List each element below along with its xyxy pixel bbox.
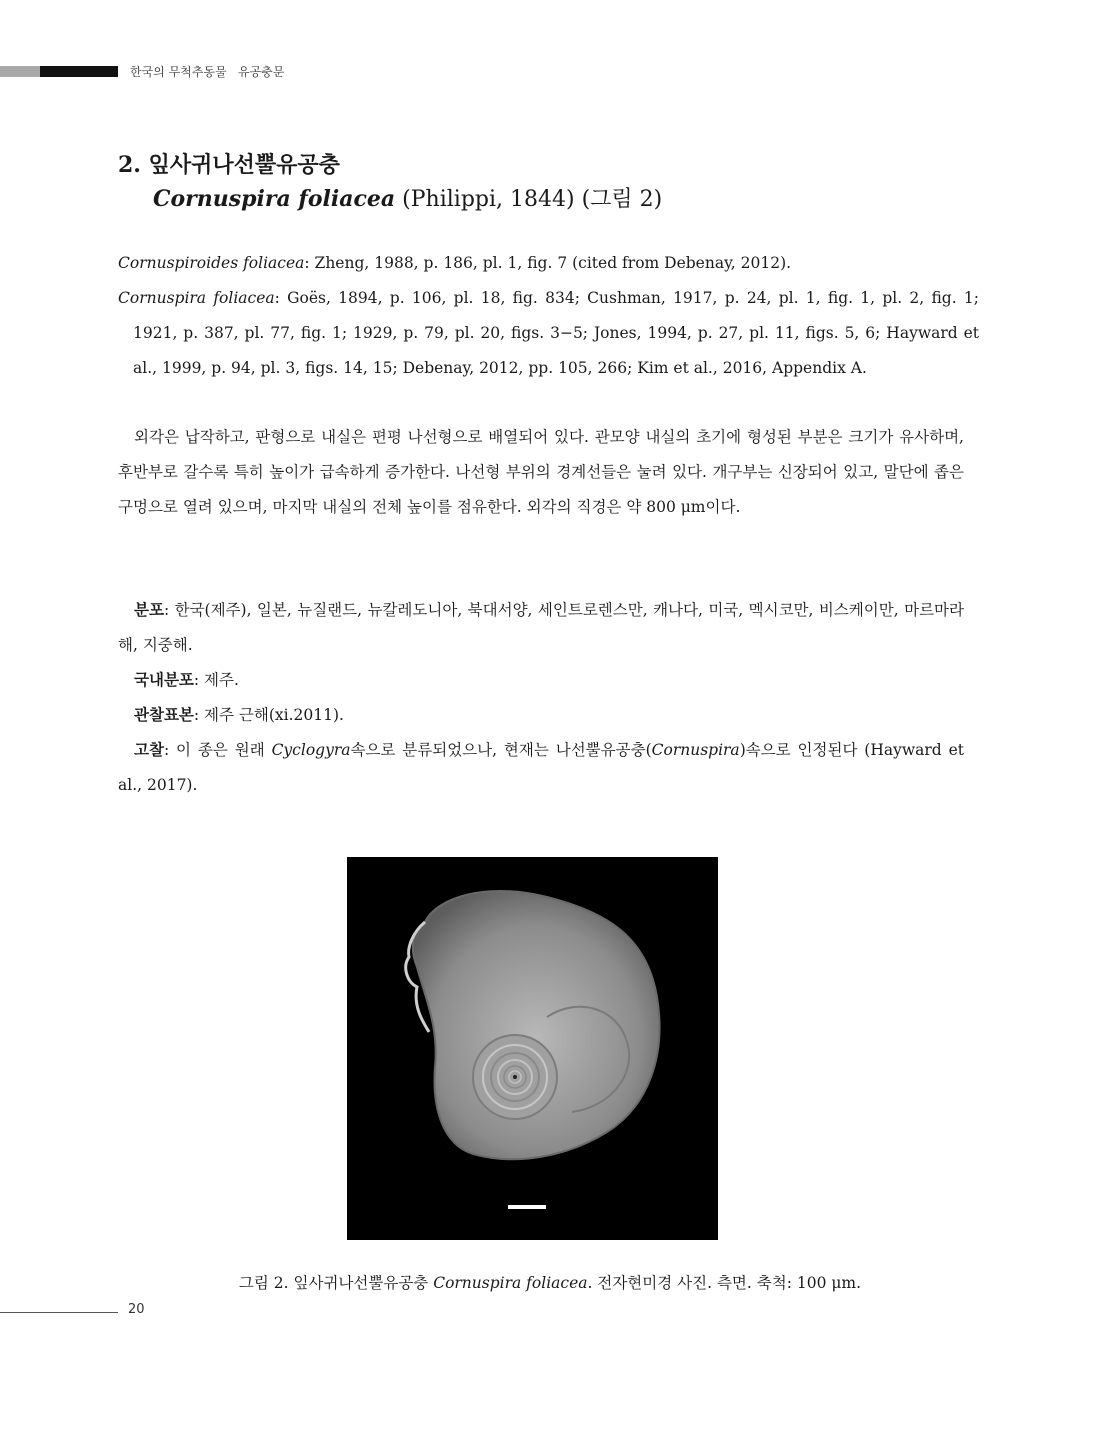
distribution-paragraph <box>118 592 964 663</box>
running-title: 한국의 무척추동물 유공충문 <box>130 65 285 79</box>
observed-specimen <box>134 697 344 733</box>
description-paragraph: 외각은 납작하고, 판형으로 내실은 편평 나선형으로 배열되어 있다. 관모양 내실의 초기에 형성된 부분은 크기가 유사하며, 후반부로 갈수록 특히 높이가 급속하게 증가한다. 나선형 부위의 경계선들은 눌려 있다. 개구부는 신장되어 있고, 말단에 좁은 구멍으로 열려 있으며, 마지막 내실의 전체 높이를 점유한다. 외각의 직경은 약 800 μm이다. <box>118 428 964 516</box>
synonym-refs: : Goës, 1894, p. 106, pl. 18, fig. 834; Cushman, 1917, p. 24, pl. 1, fig. 1, pl. 2, fig. 1; 1921, p. 387, pl. 77, fig. 1; 1929, p. 79, pl. 20, figs. 3−5; Jones, 1994, p. 27, pl. 11, figs. 5, 6; Hayward et al., 1999, p. 94, pl. 3, figs. 14, 15; Debenay, 2012, pp. 105, 266; Kim et al., 2016, Appendix A. <box>133 289 980 377</box>
domestic-text: : 제주. <box>193 671 239 689</box>
remarks-label: 고찰 <box>134 740 164 759</box>
observed-label: 관찰표본 <box>134 705 194 724</box>
remarks-paragraph <box>118 732 964 803</box>
observed-text: : 제주 근해(xi.2011). <box>193 706 344 724</box>
domestic-label: 국내분포 <box>134 670 194 689</box>
scale-bar <box>508 1205 546 1209</box>
header-bar-gray <box>0 66 40 77</box>
synonymy-item <box>118 281 979 386</box>
domestic-distribution <box>134 662 239 698</box>
figure-caption <box>0 1270 1100 1296</box>
remarks-text: 속으로 분류되었으나, 현재는 나선뿔유공충( <box>350 741 652 759</box>
synonym-name: Cornuspira foliacea <box>118 289 275 307</box>
entry-title: 2. 잎사귀나선뿔유공충 <box>118 152 340 178</box>
synonym-refs: : Zheng, 1988, p. 186, pl. 1, fig. 7 (cited from Debenay, 2012). <box>304 254 792 272</box>
caption-text: . 전자현미경 사진. 측면. 축척: 100 μm. <box>587 1274 862 1292</box>
caption-text: 그림 2. 잎사귀나선뿔유공충 <box>238 1274 434 1292</box>
header-bar-black <box>40 66 118 77</box>
synonymy-item <box>118 246 964 281</box>
remarks-text: : 이 종은 원래 <box>163 741 272 759</box>
distribution-label: 분포 <box>134 600 164 619</box>
genus-cyclogyra: Cyclogyra <box>271 741 351 759</box>
species-name: Cornuspira foliacea <box>153 186 396 212</box>
synonym-name: Cornuspiroides foliacea <box>118 254 305 272</box>
sem-photo <box>347 857 718 1240</box>
entry-subtitle <box>153 183 662 216</box>
remarks-text: )속으로 인정된다 (Hayward et al., 2017). <box>118 741 964 794</box>
page-number: 20 <box>128 1302 145 1317</box>
genus-cornuspira: Cornuspira <box>651 741 740 759</box>
distribution-text: : 한국(제주), 일본, 뉴질랜드, 뉴칼레도니아, 북대서양, 세인트로렌스만, 캐나다, 미국, 멕시코만, 비스케이만, 마르마라해, 지중해. <box>118 601 964 654</box>
caption-species: Cornuspira foliacea <box>433 1274 588 1292</box>
footer-rule <box>0 1312 118 1313</box>
species-authority: (Philippi, 1844) (그림 2) <box>395 187 663 212</box>
foraminifera-specimen-icon <box>347 857 718 1240</box>
